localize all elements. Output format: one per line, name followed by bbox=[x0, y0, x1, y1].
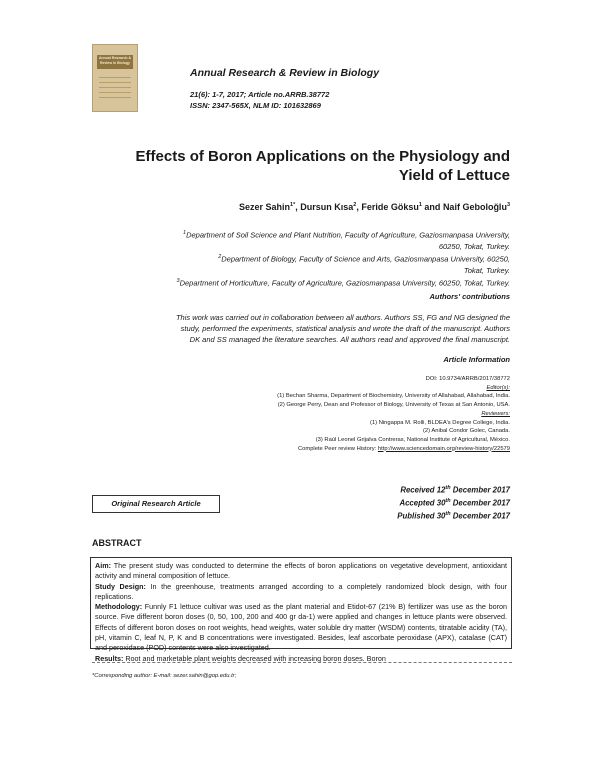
author-separator: , bbox=[295, 202, 301, 212]
date-sup: th bbox=[445, 485, 451, 491]
review-history bbox=[150, 445, 510, 454]
affiliation-3 bbox=[80, 276, 510, 289]
title-line-2: Yield of Lettuce bbox=[398, 167, 510, 184]
author-sup: 3 bbox=[506, 202, 510, 208]
contributions-heading: Authors' contributions bbox=[429, 292, 510, 301]
abstract-label: Aim: bbox=[95, 561, 111, 570]
date-text: December 2017 bbox=[450, 511, 510, 521]
author-list bbox=[60, 202, 510, 212]
published-date bbox=[300, 509, 510, 522]
journal-name: Annual Research & Review in Biology bbox=[190, 67, 380, 79]
contributions-line: study, performed the experiments, statistical analysis and wrote the draft of the manuscript. Authors bbox=[180, 324, 510, 333]
affiliation-text: Department of Soil Science and Plant Nutrition, Faculty of Agriculture, Gaziosmanpasa University, bbox=[186, 230, 510, 240]
abstract-heading: ABSTRACT bbox=[92, 538, 142, 548]
abstract-text: The present study was conducted to determine the effects of boron applications on vegetative development, antioxidant activity and mineral composition of lettuce. bbox=[95, 561, 507, 581]
date-text: December 2017 bbox=[450, 485, 510, 495]
author-name: Naif Geboloğlu bbox=[442, 202, 507, 212]
date-text: Published 30 bbox=[397, 511, 446, 521]
editor-2: (2) George Perry, Dean and Professor of Biology, University of Texas at San Antonio, USA. bbox=[277, 402, 510, 409]
date-text: Received 12 bbox=[400, 485, 446, 495]
affiliation-text: Department of Horticulture, Faculty of Agriculture, Gaziosmanpasa University, 60250, Tokat, Turkey. bbox=[179, 278, 510, 288]
abstract-text: Funnly F1 lettuce cultivar was used as the plant material and Etidot-67 (21% B) fertilizer was use as the boron source. Five different boron doses (0, 50, 100, 200 and 400 gr da-1) were applied and changes in lettuce plants were observed. Effects of different boron doses on root weights, head weights, water soluble dry matter (WSDM) contents, titratable acidity (TA), pH, vitamin C, leaf N, P, K and B concentrations were investigated. Besides, leaf ascorbate peroxidase (APX), catalase (CAT) and peroxidase (POD) contents were also investigated. bbox=[95, 602, 507, 653]
contributions-text bbox=[90, 312, 510, 345]
article-info bbox=[150, 375, 510, 453]
cover-decoration bbox=[99, 77, 131, 101]
abstract-label: Results: bbox=[95, 653, 124, 663]
author-sup: 1 bbox=[418, 202, 422, 208]
accepted-date bbox=[300, 496, 510, 509]
date-sup: th bbox=[445, 498, 451, 505]
abstract-text: Root and marketable plant weights decreased with increasing boron doses. Boron bbox=[123, 653, 386, 663]
affiliation-2 bbox=[80, 252, 510, 265]
title-line-1: Effects of Boron Applications on the Physiology and bbox=[135, 148, 510, 165]
affiliation-text: Department of Biology, Faculty of Science and Arts, Gaziosmanpasa University, 60250, bbox=[221, 254, 510, 264]
footnote-divider bbox=[92, 662, 512, 663]
author-sup: 2 bbox=[353, 202, 357, 208]
reviewer-3: (3) Raúl Leonel Grijalva Contreras, National Institute of Agricultural, México. bbox=[315, 436, 510, 443]
article-info-heading: Article Information bbox=[443, 355, 510, 364]
date-text: December 2017 bbox=[450, 498, 510, 508]
abstract-methodology bbox=[95, 602, 507, 653]
author-separator: and bbox=[421, 202, 443, 212]
abstract-label: Study Design: bbox=[95, 581, 146, 591]
article-type-badge: Original Research Article bbox=[92, 495, 220, 513]
citation: 21(6): 1-7, 2017; Article no.ARRB.38772 bbox=[190, 90, 330, 99]
reviewers-label: Reviewers: bbox=[481, 410, 510, 417]
doi: DOI: 10.9734/ARRB/2017/38772 bbox=[425, 376, 510, 382]
author-name: Feride Göksu bbox=[361, 202, 419, 212]
contributions-line: This work was carried out in collaboration between all authors. Authors SS, FG and NG designed the bbox=[175, 313, 510, 322]
paper-title bbox=[60, 147, 510, 185]
affiliation-2-cont: Tokat, Turkey. bbox=[463, 265, 510, 275]
author-name: Sezer Sahin bbox=[239, 202, 291, 212]
cover-title: Annual Research & Review in Biology bbox=[98, 56, 132, 65]
affiliation-1-cont: 60250, Tokat, Turkey. bbox=[438, 241, 510, 251]
received-date bbox=[300, 483, 510, 496]
journal-cover-thumbnail bbox=[92, 44, 138, 112]
abstract-aim bbox=[95, 561, 507, 582]
affiliation-sup: 1 bbox=[183, 230, 187, 236]
date-sup: th bbox=[445, 511, 451, 518]
reviewer-1: (1) Ningappa M. Rolli, BLDEA's Degree College, India. bbox=[370, 419, 510, 426]
abstract-text: In the greenhouse, treatments arranged according to a completely randomized block design, with four replications. bbox=[95, 581, 507, 601]
author-sup: 1* bbox=[290, 202, 296, 208]
abstract-label: Methodology: bbox=[95, 602, 143, 612]
abstract-box bbox=[90, 557, 512, 663]
author-name: Dursun Kısa bbox=[300, 202, 354, 212]
corresponding-author-footnote: *Corresponding author: E-mail: sezer.sahin@gop.edu.tr; bbox=[92, 673, 237, 679]
affiliation-sup: 2 bbox=[218, 253, 222, 260]
affiliation-1 bbox=[80, 228, 510, 241]
publication-dates bbox=[300, 483, 510, 522]
reviewer-2: (2) Anibal Condor Golec, Canada. bbox=[422, 428, 510, 435]
review-history-link[interactable]: http://www.sciencedomain.org/review-history/22579 bbox=[377, 445, 510, 452]
date-text: Accepted 30 bbox=[399, 498, 446, 508]
abstract-design bbox=[95, 582, 507, 603]
author-separator: , bbox=[356, 202, 362, 212]
editor-1: (1) Bechan Sharma, Department of Biochemistry, University of Allahabad, Allahabad, India. bbox=[277, 393, 510, 400]
contributions-line: DK and SS managed the literature searches. All authors read and approved the final manuscript. bbox=[189, 335, 510, 344]
review-history-label: Complete Peer review History: bbox=[297, 445, 377, 452]
editors-label: Editor(s): bbox=[486, 384, 510, 391]
affiliations bbox=[80, 228, 510, 289]
issn: ISSN: 2347-565X, NLM ID: 101632869 bbox=[190, 101, 321, 110]
affiliation-sup: 3 bbox=[176, 277, 180, 284]
